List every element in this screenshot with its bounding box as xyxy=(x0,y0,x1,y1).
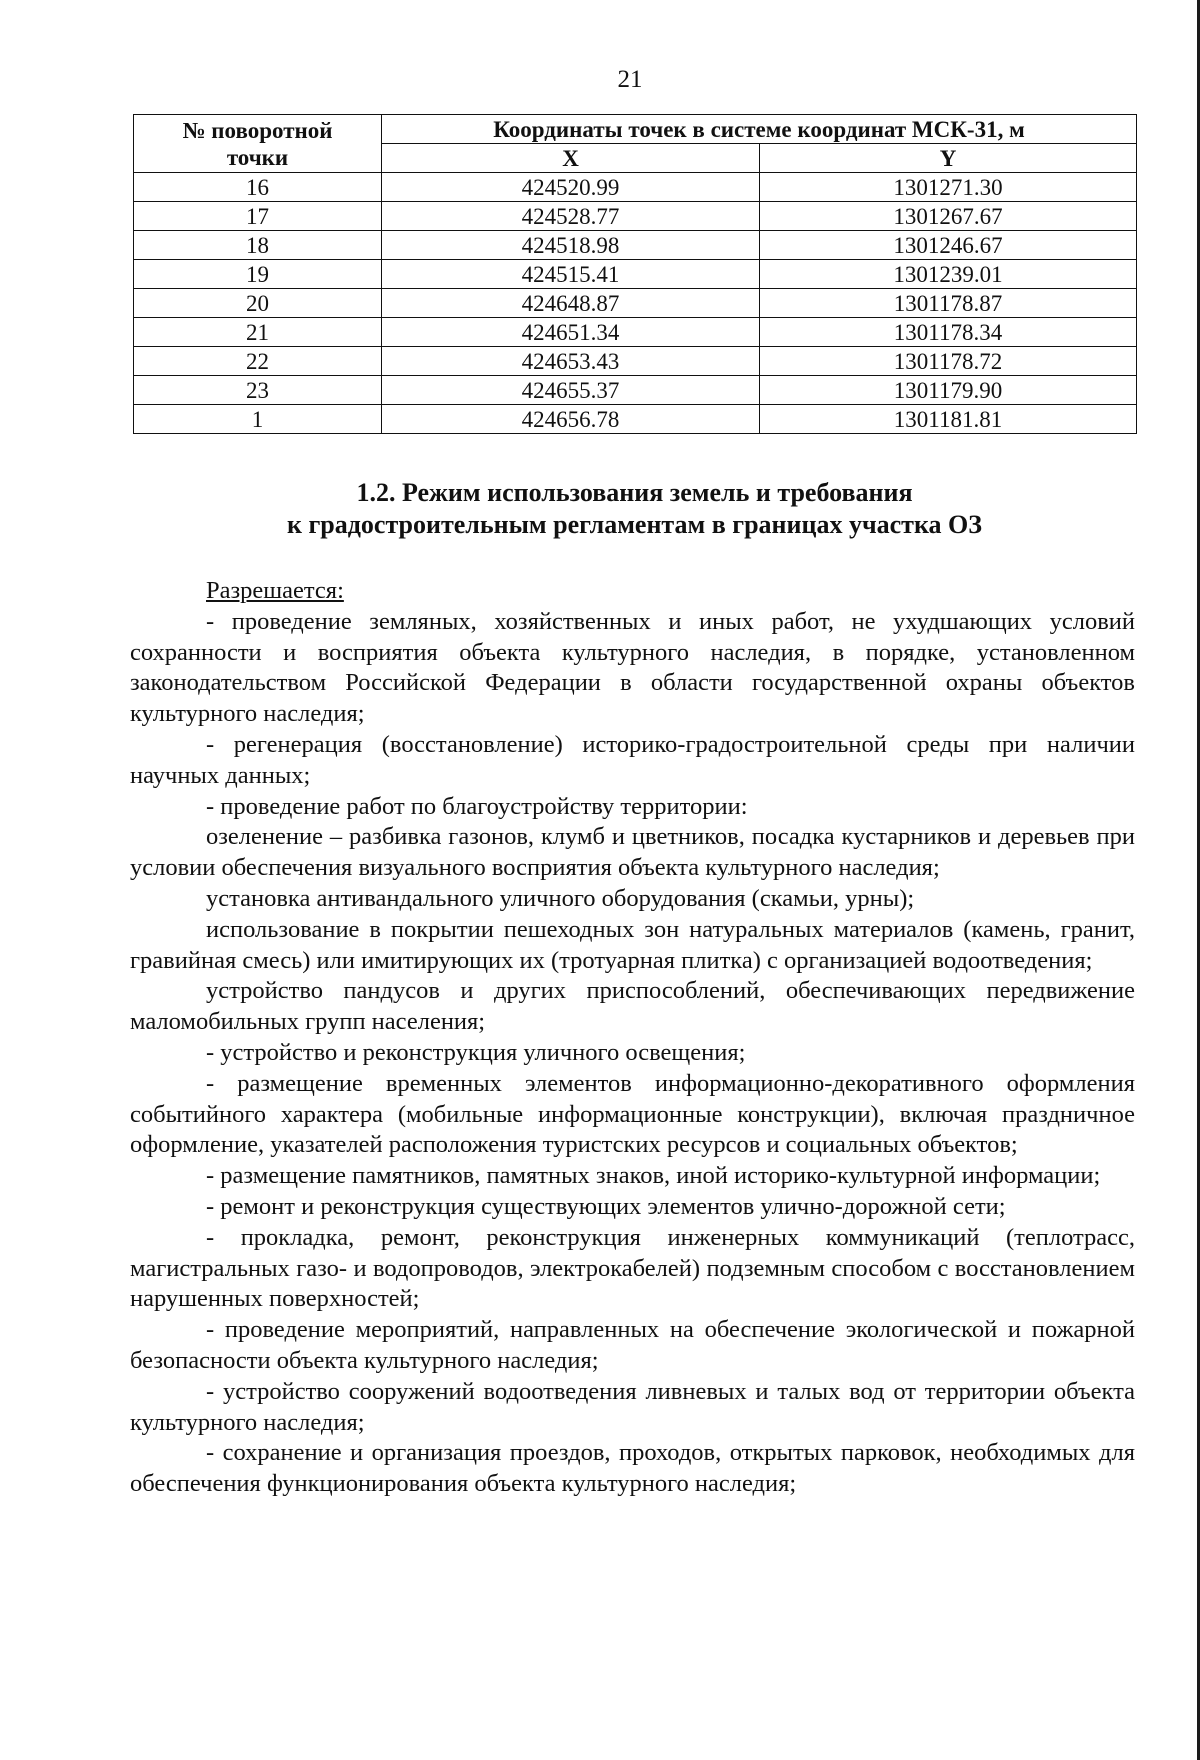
paragraph: - ремонт и реконструкция существующих элементов улично-дорожной сети; xyxy=(206,1192,1006,1220)
cell-point: 19 xyxy=(134,260,382,289)
section-heading xyxy=(133,477,1136,541)
paragraph: озеленение – разбивка газонов, клумб и цветников, посадка кустарников и деревьев при условии обеспечения визуального восприятия объекта культурного наследия; xyxy=(130,823,1135,882)
paragraph: - сохранение и организация проездов, проходов, открытых парковок, необходимых для обеспечения функционирования объекта культурного наследия; xyxy=(130,1439,1135,1498)
cell-y: 1301271.30 xyxy=(760,173,1137,202)
table-row xyxy=(134,260,1137,289)
coordinates-table xyxy=(133,114,1137,434)
cell-x: 424528.77 xyxy=(382,202,760,231)
cell-y: 1301178.34 xyxy=(760,318,1137,347)
paragraph: - проведение земляных, хозяйственных и иных работ, не ухудшающих условий сохранности и восприятия объекта культурного наследия, в порядке, установленном законодательством Российской Федерации в области государственной охраны объектов культурного наследия; xyxy=(130,607,1135,728)
paragraph: устройство пандусов и других приспособлений, обеспечивающих передвижение маломобильных групп населения; xyxy=(130,977,1135,1036)
header-x: X xyxy=(382,144,760,173)
cell-y: 1301178.72 xyxy=(760,347,1137,376)
table-row xyxy=(134,202,1137,231)
table-row xyxy=(134,231,1137,260)
cell-y: 1301246.67 xyxy=(760,231,1137,260)
body-text xyxy=(130,576,1135,1500)
cell-y: 1301239.01 xyxy=(760,260,1137,289)
paragraph: - проведение мероприятий, направленных на обеспечение экологической и пожарной безопасности объекта культурного наследия; xyxy=(130,1316,1135,1374)
paragraph: - размещение временных элементов информационно-декоративного оформления событийного характера (мобильные информационные конструкции), включая праздничное оформление, указателей расположения туристских ресурсов и социальных объектов; xyxy=(130,1069,1135,1159)
paragraph: использование в покрытии пешеходных зон натуральных материалов (камень, гранит, гравийная смесь) или имитирующих их (тротуарная плитка) с организацией водоотведения; xyxy=(130,915,1135,974)
cell-x: 424515.41 xyxy=(382,260,760,289)
cell-point: 21 xyxy=(134,318,382,347)
paragraph: - регенерация (восстановление) историко-градостроительной среды при наличии научных данных; xyxy=(130,730,1135,789)
section-title-line1: 1.2. Режим использования земель и требования xyxy=(356,478,913,507)
paragraph: - прокладка, ремонт, реконструкция инженерных коммуникаций (теплотрасс, магистральных газо- и водопроводов, электрокабелей) подземным способом с восстановлением нарушенных поверхностей; xyxy=(130,1223,1135,1313)
cell-point: 22 xyxy=(134,347,382,376)
paragraph: - размещение памятников, памятных знаков, иной историко-культурной информации; xyxy=(206,1162,1101,1190)
cell-x: 424656.78 xyxy=(382,405,760,434)
cell-y: 1301181.81 xyxy=(760,405,1137,434)
cell-x: 424655.37 xyxy=(382,376,760,405)
header-point-number xyxy=(134,115,382,173)
table-row xyxy=(134,347,1137,376)
header-point-line2: точки xyxy=(226,144,289,170)
cell-point: 16 xyxy=(134,173,382,202)
table-row xyxy=(134,318,1137,347)
paragraph: - устройство и реконструкция уличного освещения; xyxy=(206,1038,746,1066)
header-y: Y xyxy=(760,144,1137,173)
cell-x: 424518.98 xyxy=(382,231,760,260)
cell-x: 424520.99 xyxy=(382,173,760,202)
coordinates-table-body xyxy=(134,173,1137,434)
cell-x: 424648.87 xyxy=(382,289,760,318)
cell-x: 424653.43 xyxy=(382,347,760,376)
cell-point: 1 xyxy=(134,405,382,434)
cell-point: 20 xyxy=(134,289,382,318)
section-title-line2: к градостроительным регламентам в границах участка ОЗ xyxy=(287,510,982,539)
table-row xyxy=(134,173,1137,202)
cell-point: 23 xyxy=(134,376,382,405)
header-point-line1: № поворотной xyxy=(182,117,333,143)
table-row xyxy=(134,405,1137,434)
paragraph: - устройство сооружений водоотведения ливневых и талых вод от территории объекта культурного наследия; xyxy=(130,1377,1135,1436)
allowed-lead: Разрешается: xyxy=(206,577,344,604)
table-row xyxy=(134,376,1137,405)
cell-x: 424651.34 xyxy=(382,318,760,347)
cell-y: 1301179.90 xyxy=(760,376,1137,405)
cell-point: 17 xyxy=(134,202,382,231)
paragraph: - проведение работ по благоустройству территории: xyxy=(206,792,748,820)
cell-y: 1301267.67 xyxy=(760,202,1137,231)
cell-y: 1301178.87 xyxy=(760,289,1137,318)
page-number: 21 xyxy=(617,66,643,93)
table-row xyxy=(134,289,1137,318)
header-coordinates: Координаты точек в системе координат МСК-31, м xyxy=(382,115,1137,144)
paragraph: установка антивандального уличного оборудования (скамьи, урны); xyxy=(206,884,915,912)
cell-point: 18 xyxy=(134,231,382,260)
